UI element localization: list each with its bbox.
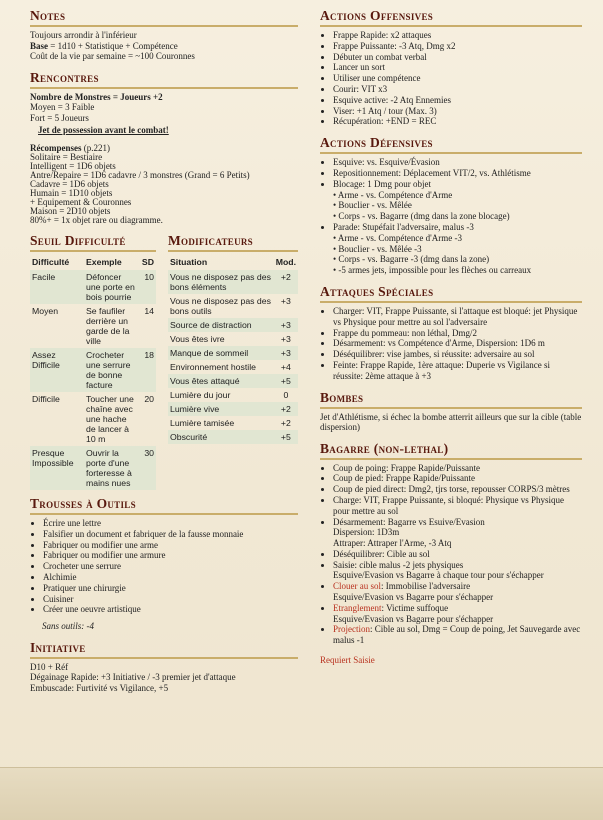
list-item: • Déséquilibrer: Cible au sol bbox=[333, 549, 582, 560]
initiative-line: Dégainage Rapide: +3 Initiative / -3 premier jet d'attaque bbox=[30, 672, 236, 683]
table-cell: Se faufiler derrière un garde de la ville bbox=[86, 306, 130, 346]
rewards-ref: (p.221) bbox=[81, 142, 110, 153]
table-cell: +3 bbox=[280, 334, 291, 344]
encounters-section bbox=[30, 70, 298, 226]
table-row bbox=[168, 318, 298, 332]
list-item bbox=[333, 624, 582, 646]
table-row bbox=[168, 430, 298, 444]
threshold-heading: Seuil Difficulté bbox=[30, 233, 156, 252]
monster-count: Nombre de Monstres = Joueurs +2 bbox=[30, 91, 163, 102]
list-item: • Fabriquer ou modifier une arme bbox=[43, 540, 298, 551]
sub-item: • Arme - vs. Compétence d'Arme -3 bbox=[333, 232, 462, 243]
initiative-line: Embuscade: Furtivité vs Vigilance, +5 bbox=[30, 682, 169, 693]
sub-item: • Bouclier - vs. Mêlée -3 bbox=[333, 243, 422, 254]
table-cell: +3 bbox=[280, 348, 291, 358]
table-cell: +3 bbox=[280, 296, 291, 306]
table-cell: Défoncer une porte en bois pourrie bbox=[86, 272, 135, 302]
sub-item: • Corps - vs. Bagarre (dmg dans la zone blocage) bbox=[333, 211, 510, 222]
list-item: • Déséquilibrer: vise jambes, si réussite: adversaire au sol bbox=[333, 349, 582, 360]
special-list bbox=[320, 306, 582, 382]
list-item: • Coup de pied: Frappe Rapide/Puissante bbox=[333, 473, 582, 484]
moyen-line: Moyen = 3 Faible bbox=[30, 102, 95, 112]
sub-item: • -5 armes jets, impossible pour les flèches ou carreaux bbox=[333, 265, 532, 276]
list-item: • Courir: VIT x3 bbox=[333, 84, 582, 95]
defensive-section bbox=[320, 135, 582, 276]
defensive-list bbox=[320, 157, 582, 276]
table-cell: Assez Difficile bbox=[32, 350, 60, 370]
list-item: • Frappe du pommeau: non léthal, Dmg/2 bbox=[333, 328, 582, 339]
table-row bbox=[168, 346, 298, 360]
table-cell: 20 bbox=[144, 394, 154, 404]
tables-row bbox=[30, 233, 298, 490]
list-item: • Coup de poing: Frappe Rapide/Puissante bbox=[333, 463, 582, 474]
base-text: = 1d10 + Statistique + Compétence bbox=[48, 40, 178, 51]
item-text: : Victime suffoque bbox=[381, 602, 449, 613]
list-item: • Viser: +1 Atq / tour (Max. 3) bbox=[333, 106, 582, 117]
list-item: • Repositionnement: Déplacement VIT/2, vs. Athlétisme bbox=[333, 168, 582, 179]
list-item: • Esquive: vs. Esquive/Évasion bbox=[333, 157, 582, 168]
table-cell: Moyen bbox=[32, 306, 59, 316]
initiative-line: D10 + Réf bbox=[30, 661, 69, 672]
table-row bbox=[30, 270, 156, 304]
notes-section bbox=[30, 8, 298, 62]
table-cell: +4 bbox=[280, 362, 291, 372]
brawl-list bbox=[320, 463, 582, 647]
table-cell: +5 bbox=[280, 432, 291, 442]
table-cell: +5 bbox=[280, 376, 291, 386]
list-item: • Frappe Rapide: x2 attaques bbox=[333, 30, 582, 41]
special-heading: Attaques Spéciales bbox=[320, 284, 582, 303]
table-cell: +2 bbox=[280, 272, 291, 282]
fort-line: Fort = 5 Joueurs bbox=[30, 112, 89, 123]
table-cell: Toucher une chaîne avec une hache de lancer à 10 m bbox=[86, 394, 134, 444]
notes-base bbox=[30, 41, 298, 52]
table-cell: Vous êtes ivre bbox=[170, 334, 225, 344]
list-item: • Charger: VIT, Frappe Puissante, si l'attaque est bloqué: jet Physique vs Physique pour mettre au sol l'adversaire bbox=[333, 306, 582, 328]
list-item: • Frappe Puissante: -3 Atq, Dmg x2 bbox=[333, 41, 582, 52]
table-cell: Vous êtes attaqué bbox=[170, 376, 240, 386]
tools-section bbox=[30, 496, 298, 632]
list-item: • Fabriquer ou modifier une armure bbox=[43, 550, 298, 561]
col-header: SD bbox=[141, 257, 154, 267]
table-cell: Ouvrir la porte d'une forteresse à mains nues bbox=[86, 448, 132, 488]
table-row bbox=[168, 416, 298, 430]
right-column bbox=[320, 8, 582, 674]
modifiers-heading: Modificateurs bbox=[168, 233, 298, 252]
table-row bbox=[30, 446, 156, 490]
item-text: Désarmement: Bagarre vs Esuive/Evasion bbox=[333, 516, 485, 527]
sub-item: • Bouclier - vs. Mêlée bbox=[333, 200, 412, 211]
table-cell: Difficile bbox=[32, 394, 60, 404]
item-continuation: Dispersion: 1D3m bbox=[333, 527, 400, 538]
reward-line: Intelligent = 1D6 objets bbox=[30, 161, 116, 171]
col-header: Mod. bbox=[275, 257, 296, 267]
bombs-heading: Bombes bbox=[320, 390, 582, 409]
table-row bbox=[30, 392, 156, 446]
item-continuation: Esquive/Evasion vs Bagarre à chaque tour pour s'échapper bbox=[333, 570, 544, 581]
tools-heading: Trousses à Outils bbox=[30, 496, 298, 515]
reward-line: Antre/Repaire = 1D6 cadavre / 3 monstres (Grand = 6 Petits) bbox=[30, 170, 250, 180]
item-text: Saisie: cible malus -2 jets physiques bbox=[333, 559, 464, 570]
table-row bbox=[30, 304, 156, 348]
table-cell: Vous ne disposez pas des bons outils bbox=[170, 296, 271, 316]
item-term: Projection bbox=[333, 624, 370, 635]
notes-cost: Coût de la vie par semaine = ~100 Couronnes bbox=[30, 51, 195, 61]
table-cell: 14 bbox=[144, 306, 154, 316]
left-column bbox=[30, 8, 298, 701]
table-cell: Lumière vive bbox=[170, 404, 220, 414]
col-header: Exemple bbox=[86, 257, 122, 267]
list-item bbox=[333, 560, 582, 582]
page-footer bbox=[0, 767, 603, 820]
list-item bbox=[333, 517, 582, 549]
initiative-section bbox=[30, 640, 298, 694]
offensive-heading: Actions Offensives bbox=[320, 8, 582, 27]
table-cell: 10 bbox=[144, 272, 154, 282]
brawl-section bbox=[320, 441, 582, 666]
base-label: Base bbox=[30, 40, 48, 51]
sub-item: • Corps - vs. Bagarre -3 (dmg dans la zone) bbox=[333, 254, 490, 265]
reward-line: Cadavre = 1D6 objets bbox=[30, 179, 109, 189]
table-row bbox=[168, 388, 298, 402]
modifiers-section bbox=[168, 233, 298, 490]
item-continuation: Attraper: Attraper l'Arme, -3 Atq bbox=[333, 538, 452, 549]
list-item: • Créer une oeuvre artistique bbox=[43, 604, 298, 615]
item-text: : Immobilise l'adversaire bbox=[381, 581, 471, 592]
bombs-text: Jet d'Athlétisme, si échec la bombe atterrit ailleurs que sur la cible (table dispersion) bbox=[320, 411, 582, 433]
reward-line: + Equipement & Couronnes bbox=[30, 197, 132, 207]
list-item: • Désarmement: vs Compétence d'Arme, Dispersion: 1D6 m bbox=[333, 338, 582, 349]
bombs-section bbox=[320, 390, 582, 433]
list-item: • Lancer un sort bbox=[333, 62, 582, 73]
list-item bbox=[333, 179, 582, 222]
table-row bbox=[168, 374, 298, 388]
tools-list bbox=[30, 518, 298, 615]
initiative-heading: Initiative bbox=[30, 640, 298, 659]
list-item: • Falsifier un document et fabriquer de la fausse monnaie bbox=[43, 529, 298, 540]
table-cell: +3 bbox=[280, 320, 291, 330]
item-text: : Cible au sol, Dmg = Coup de poing, Jet Sauvegarde avec malus -1 bbox=[333, 624, 581, 646]
item-continuation: Esquive/Evasion vs Bagarre pour s'échapper bbox=[333, 592, 494, 603]
list-item: • Écrire une lettre bbox=[43, 518, 298, 529]
item-text: Parade: Stupéfait l'adversaire, malus -3 bbox=[333, 221, 474, 232]
list-item: • Cuisiner bbox=[43, 594, 298, 605]
list-item bbox=[333, 603, 582, 625]
table-cell: Source de distraction bbox=[170, 320, 252, 330]
table-row bbox=[168, 360, 298, 374]
defensive-heading: Actions Défensives bbox=[320, 135, 582, 154]
table-row bbox=[168, 294, 298, 318]
list-item: • Utiliser une compétence bbox=[333, 73, 582, 84]
tools-note: Sans outils: -4 bbox=[42, 621, 95, 632]
special-section bbox=[320, 284, 582, 382]
table-row bbox=[30, 348, 156, 392]
offensive-section bbox=[320, 8, 582, 127]
list-item bbox=[333, 222, 582, 276]
rewards-label: Récompenses bbox=[30, 142, 82, 153]
reward-line: Humain = 1D10 objets bbox=[30, 188, 113, 198]
col-header: Difficulté bbox=[32, 257, 70, 267]
item-continuation: Esquive/Evasion vs Bagarre pour s'échapper bbox=[333, 613, 494, 624]
list-item: • Pratiquer une chirurgie bbox=[43, 583, 298, 594]
reward-line: Maison = 2D10 objets bbox=[30, 206, 111, 216]
list-item bbox=[333, 581, 582, 603]
list-item: • Charge: VIT, Frappe Puissante, si bloqué: Physique vs Physique pour mettre au sol bbox=[333, 495, 582, 517]
table-row bbox=[168, 332, 298, 346]
table-row bbox=[168, 270, 298, 294]
list-item: • Débuter un combat verbal bbox=[333, 52, 582, 63]
table-cell: +2 bbox=[280, 418, 291, 428]
list-item: • Esquive active: -2 Atq Ennemies bbox=[333, 95, 582, 106]
table-cell: Obscurité bbox=[170, 432, 208, 442]
table-cell: Crocheter une serrure de bonne facture bbox=[86, 350, 131, 390]
sub-item: • Arme - vs. Compétence d'Arme bbox=[333, 189, 453, 200]
col-header: Situation bbox=[170, 257, 208, 267]
table-cell: Facile bbox=[32, 272, 56, 282]
list-item: • Crocheter une serrure bbox=[43, 561, 298, 572]
table-cell: Manque de sommeil bbox=[170, 348, 249, 358]
list-item: • Récupération: +END = REC bbox=[333, 116, 582, 127]
list-item: • Coup de pied direct: Dmg2, tjrs torse, repousser CORPS/3 mètres bbox=[333, 484, 582, 495]
reward-line: 80%+ = 1x objet rare ou diagramme. bbox=[30, 215, 163, 225]
table-cell: Vous ne disposez pas des bons éléments bbox=[170, 272, 271, 292]
list-item: • Alchimie bbox=[43, 572, 298, 583]
encounters-heading: Rencontres bbox=[30, 70, 298, 89]
table-cell: 0 bbox=[283, 390, 289, 400]
brawl-heading: Bagarre (non-lethal) bbox=[320, 441, 582, 460]
table-cell: 30 bbox=[144, 448, 154, 458]
table-cell: Presque Impossible bbox=[32, 448, 74, 468]
modifiers-table bbox=[168, 255, 298, 444]
threshold-table bbox=[30, 255, 156, 490]
item-term: Clouer au sol bbox=[333, 581, 381, 592]
table-cell: 18 bbox=[144, 350, 154, 360]
brawl-note: Requiert Saisie bbox=[320, 655, 375, 666]
threshold-section bbox=[30, 233, 156, 490]
list-item: • Feinte: Frappe Rapide, 1ère attaque: Duperie vs Vigilance si réussite: 2ème attaque à +3 bbox=[333, 360, 582, 382]
notes-heading: Notes bbox=[30, 8, 298, 27]
table-cell: Environnement hostile bbox=[170, 362, 256, 372]
item-term: Etranglement bbox=[333, 602, 382, 613]
table-cell: Lumière tamisée bbox=[170, 418, 235, 428]
possession-note: Jet de possession avant le combat! bbox=[38, 125, 169, 135]
table-row bbox=[168, 402, 298, 416]
item-text: Blocage: 1 Dmg pour objet bbox=[333, 178, 431, 189]
table-cell: +2 bbox=[280, 404, 291, 414]
notes-line: Toujours arrondir à l'inférieur bbox=[30, 30, 137, 40]
table-cell: Lumière du jour bbox=[170, 390, 231, 400]
reward-line: Solitaire = Bestiaire bbox=[30, 152, 103, 162]
offensive-list bbox=[320, 30, 582, 127]
